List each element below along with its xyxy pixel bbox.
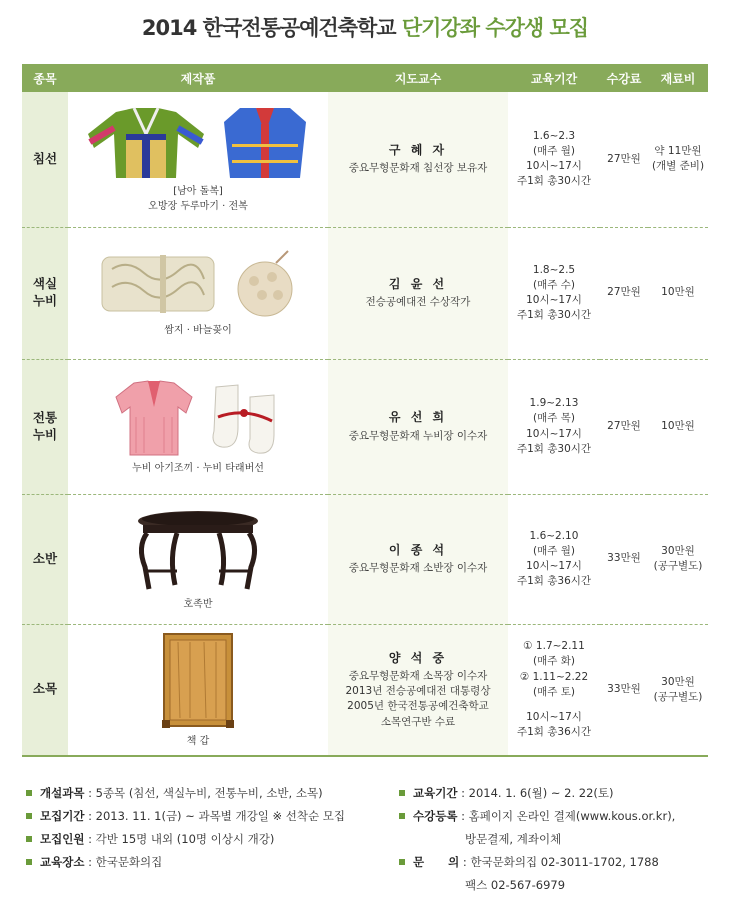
fee-cell: 27만원 (600, 359, 648, 494)
info-right (395, 782, 715, 897)
period-cell: 1.9~2.13 (매주 목) 10시~17시 주1회 총30시간 (508, 359, 600, 494)
pincushion-image (232, 249, 298, 319)
bullet-icon (26, 836, 32, 842)
category-cell: 전통 누비 (22, 359, 68, 494)
table-row (22, 494, 708, 624)
period-cell: 1.6~2.3 (매주 월) 10시~17시 주1회 총30시간 (508, 92, 600, 227)
professor-name: 양 석 중 (388, 650, 448, 665)
product-cell (68, 624, 328, 756)
professor-title: 중요무형문화재 침선장 보유자 (348, 162, 488, 175)
period-cell: 1.6~2.10 (매주 월) 10시~17시 주1회 총36시간 (508, 494, 600, 624)
info-item: 개설과목 : 5종목 (침선, 색실누비, 전통누비, 소반, 소목) (22, 782, 382, 805)
professor-cell (328, 227, 508, 359)
title-part1: 2014 한국전통공예건축학교 (141, 16, 396, 40)
course-table (22, 64, 708, 757)
title-part2: 단기강좌 수강생 모집 (401, 16, 589, 40)
header-product: 제작품 (68, 64, 328, 92)
professor-title: 2005년 한국전통공예건축학교 (347, 700, 489, 713)
hojokban-table-image (133, 507, 263, 593)
info-item: 수강등록 : 홈페이지 온라인 결제(www.kous.or.kr), (395, 805, 715, 828)
period-cell: 1.8~2.5 (매주 수) 10시~17시 주1회 총30시간 (508, 227, 600, 359)
ssamji-pouch-image (98, 249, 218, 319)
professor-title: 중요무형문화재 누비장 이수자 (348, 429, 488, 442)
professor-title: 중요무형문화재 소목장 이수자 (348, 670, 488, 682)
material-cell: 30만원 (공구별도) (648, 624, 708, 756)
product-cell (68, 494, 328, 624)
info-item-cont: 팩스 02-567-6979 (465, 878, 566, 892)
product-caption: 호족반 (183, 598, 213, 610)
fee-cell: 33만원 (600, 624, 648, 756)
professor-cell (328, 359, 508, 494)
info-item: 모집기간 : 2013. 11. 1(금) ~ 과목별 개강일 ※ 선착순 모집 (22, 805, 382, 828)
professor-cell (328, 92, 508, 227)
jeonbok-vest-image (220, 104, 310, 180)
product-caption: 책 갑 (186, 736, 210, 748)
info-item: 교육기간 : 2014. 1. 6(월) ~ 2. 22(토) (395, 782, 715, 805)
professor-title: 중요무형문화재 소반장 이수자 (348, 562, 488, 575)
material-cell: 10만원 (648, 359, 708, 494)
professor-cell (328, 494, 508, 624)
material-cell: 30만원 (공구별도) (648, 494, 708, 624)
header-period: 교육기간 (508, 64, 600, 92)
product-cell (68, 92, 328, 227)
fee-cell: 27만원 (600, 227, 648, 359)
product-caption: 누비 아기조끼 · 누비 타래버선 (132, 463, 264, 474)
professor-title: 전승공예대전 수상작가 (365, 296, 471, 309)
product-caption: 쌈지 · 바늘꽂이 (164, 324, 232, 336)
bullet-icon (399, 859, 405, 865)
bullet-icon (399, 790, 405, 796)
bullet-icon (26, 813, 32, 819)
hanbok-durumagi-image (86, 104, 206, 180)
header-fee: 수강료 (600, 64, 648, 92)
info-item: 문 의 : 한국문화의집 02-3011-1702, 1788 (395, 851, 715, 874)
professor-name: 구 혜 자 (388, 142, 448, 157)
chaekgap-cabinet-image (160, 630, 236, 730)
table-row (22, 624, 708, 756)
professor-title: 소목연구반 수료 (380, 715, 456, 728)
material-cell: 약 11만원 (개별 준비) (648, 92, 708, 227)
baby-vest-image (114, 377, 194, 457)
table-header-row (22, 64, 708, 92)
product-caption: [남아 돌복] 오방장 두루마기 · 전복 (148, 186, 248, 213)
bullet-icon (399, 813, 405, 819)
bullet-icon (26, 859, 32, 865)
product-cell (68, 359, 328, 494)
header-category: 종목 (22, 64, 68, 92)
period-cell: ① 1.7~2.11 (매주 화) ② 1.11~2.22 (매주 토) 10시~17시 주1회 총36시간 (508, 624, 600, 756)
fee-cell: 33만원 (600, 494, 648, 624)
header-material: 재료비 (648, 64, 708, 92)
info-item-cont: 방문결제, 계좌이체 (465, 832, 562, 846)
header-professor: 지도교수 (328, 64, 508, 92)
professor-title: 2013년 전승공예대전 대통령상 (345, 685, 491, 698)
product-cell (68, 227, 328, 359)
professor-name: 이 종 석 (388, 542, 448, 557)
beoseon-socks-image (208, 377, 282, 457)
professor-cell (328, 624, 508, 756)
page-title (0, 12, 730, 42)
professor-name: 김 윤 선 (388, 276, 448, 291)
category-cell: 색실 누비 (22, 227, 68, 359)
table-row (22, 227, 708, 359)
category-cell: 소반 (22, 494, 68, 624)
info-item: 교육장소 : 한국문화의집 (22, 851, 382, 874)
professor-name: 유 선 희 (388, 410, 448, 425)
category-cell: 침선 (22, 92, 68, 227)
fee-cell: 27만원 (600, 92, 648, 227)
table-row (22, 92, 708, 227)
info-left (22, 782, 382, 874)
table-row (22, 359, 708, 494)
material-cell: 10만원 (648, 227, 708, 359)
info-item: 모집인원 : 각반 15명 내외 (10명 이상시 개강) (22, 828, 382, 851)
bullet-icon (26, 790, 32, 796)
category-cell: 소목 (22, 624, 68, 756)
